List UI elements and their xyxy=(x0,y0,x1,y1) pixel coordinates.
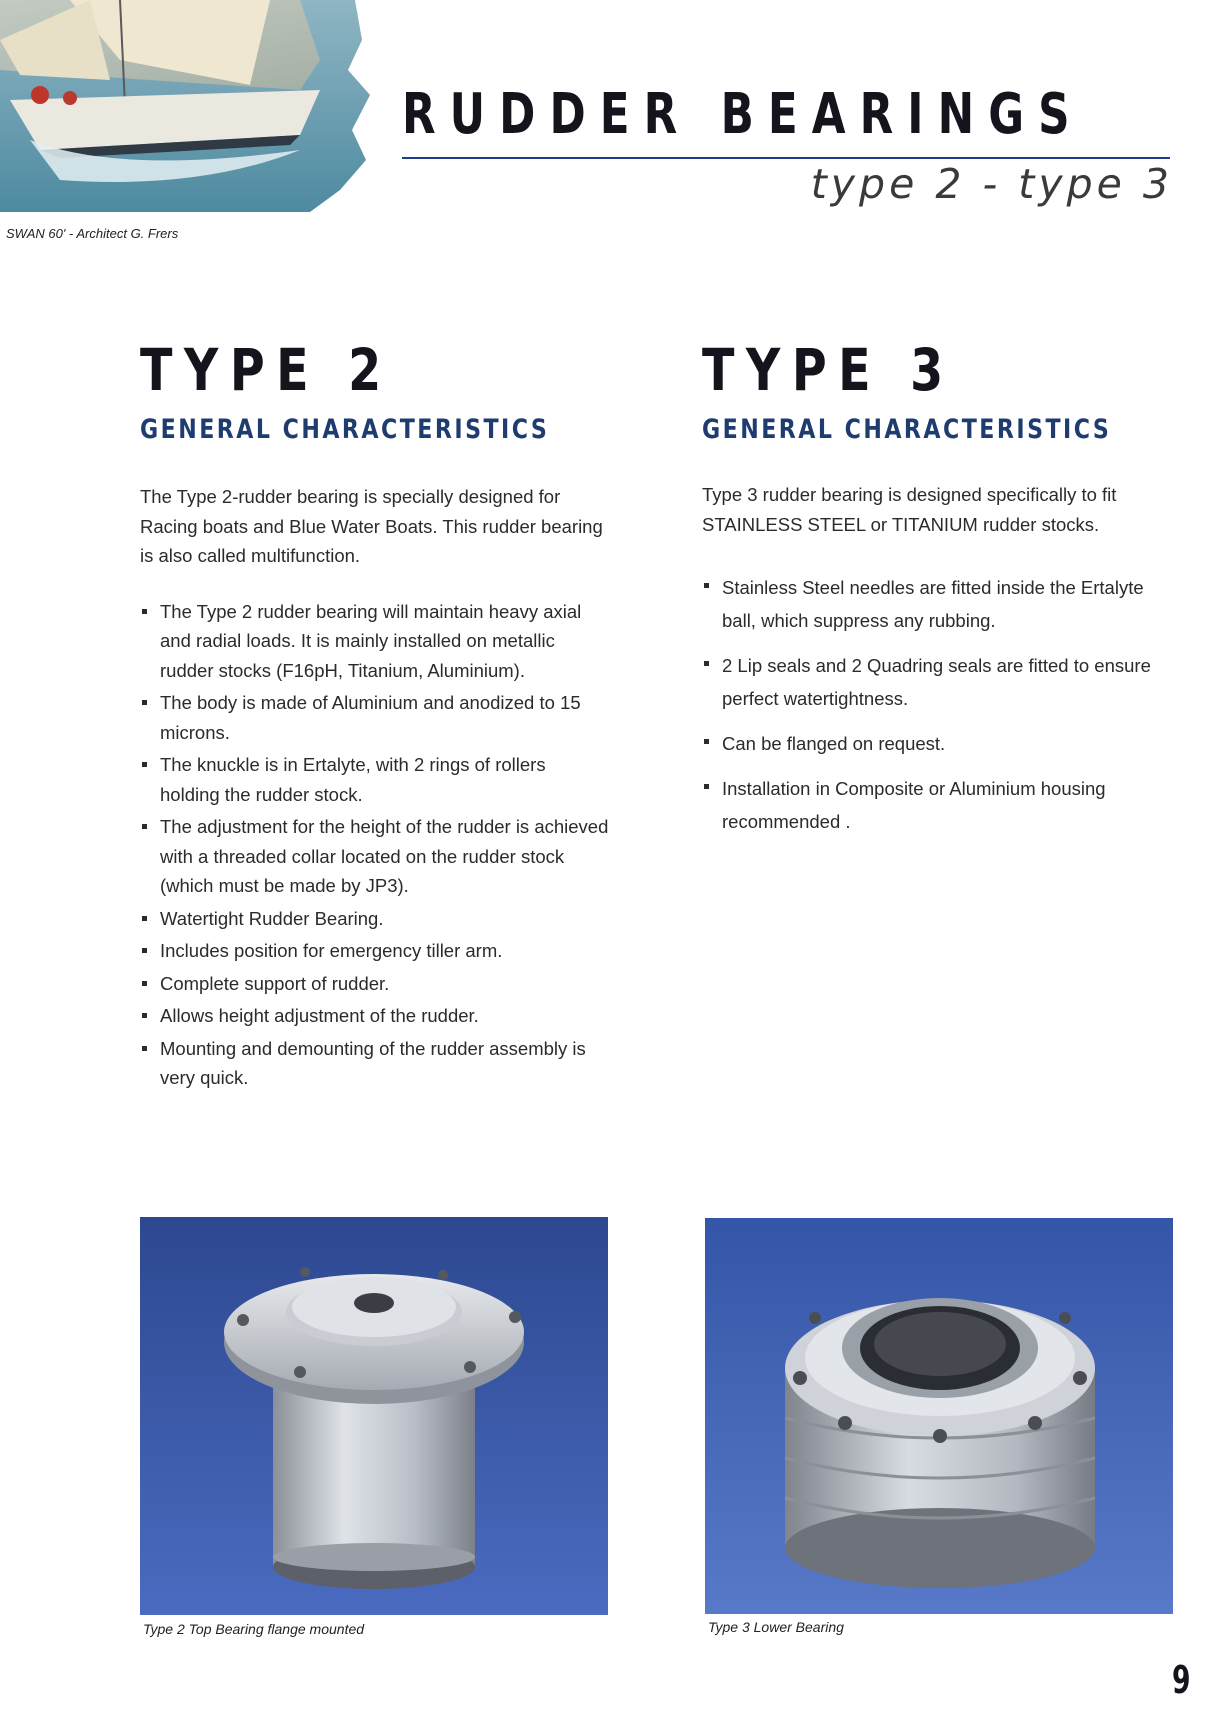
page-subtitle: type 2 - type 3 xyxy=(810,160,1173,208)
page-title: RUDDER BEARINGS xyxy=(402,82,1084,147)
type2-section xyxy=(140,338,610,1096)
hero-photo-caption: SWAN 60' - Architect G. Frers xyxy=(6,226,179,241)
type2-bearing-photo xyxy=(140,1217,608,1615)
type3-subheading: GENERAL CHARACTERISTICS xyxy=(702,414,1112,445)
list-item: The knuckle is in Ertalyte, with 2 rings of rollers holding the rudder stock. xyxy=(140,750,610,809)
hero-yacht-photo xyxy=(0,0,375,212)
list-item: Watertight Rudder Bearing. xyxy=(140,904,610,934)
type3-section xyxy=(702,338,1182,850)
list-item: Includes position for emergency tiller arm. xyxy=(140,936,610,966)
type3-photo-caption: Type 3 Lower Bearing xyxy=(708,1619,844,1635)
list-item: The Type 2 rudder bearing will maintain heavy axial and radial loads. It is mainly installed on metallic rudder stocks (F16pH, Titanium, Aluminium). xyxy=(140,597,610,686)
type3-heading: TYPE 3 xyxy=(702,336,955,404)
list-item: The body is made of Aluminium and anodized to 15 microns. xyxy=(140,688,610,747)
type2-heading: TYPE 2 xyxy=(140,336,393,404)
type2-subheading: GENERAL CHARACTERISTICS xyxy=(140,414,550,445)
list-item: Mounting and demounting of the rudder assembly is very quick. xyxy=(140,1034,610,1093)
list-item: 2 Lip seals and 2 Quadring seals are fitted to ensure perfect watertightness. xyxy=(702,649,1182,715)
list-item: Complete support of rudder. xyxy=(140,969,610,999)
list-item: Installation in Composite or Aluminium housing recommended . xyxy=(702,772,1182,838)
type2-photo-caption: Type 2 Top Bearing flange mounted xyxy=(143,1621,365,1637)
list-item: Allows height adjustment of the rudder. xyxy=(140,1001,610,1031)
list-item: The adjustment for the height of the rudder is achieved with a threaded collar located on the rudder stock (which must be made by JP3). xyxy=(140,812,610,901)
list-item: Can be flanged on request. xyxy=(702,727,1182,760)
type3-intro: Type 3 rudder bearing is designed specifically to fit STAINLESS STEEL or TITANIUM rudder stocks. xyxy=(702,484,1117,535)
type2-intro: The Type 2-rudder bearing is specially designed for Racing boats and Blue Water Boats. This rudder bearing is also called multifunction. xyxy=(140,486,603,566)
type2-bullet-list xyxy=(140,597,610,1093)
title-divider xyxy=(402,157,1170,159)
list-item: Stainless Steel needles are fitted inside the Ertalyte ball, which suppress any rubbing. xyxy=(702,571,1182,637)
type3-bullet-list xyxy=(702,571,1182,838)
page-number: 9 xyxy=(1172,1658,1191,1702)
type3-bearing-photo xyxy=(705,1218,1173,1614)
